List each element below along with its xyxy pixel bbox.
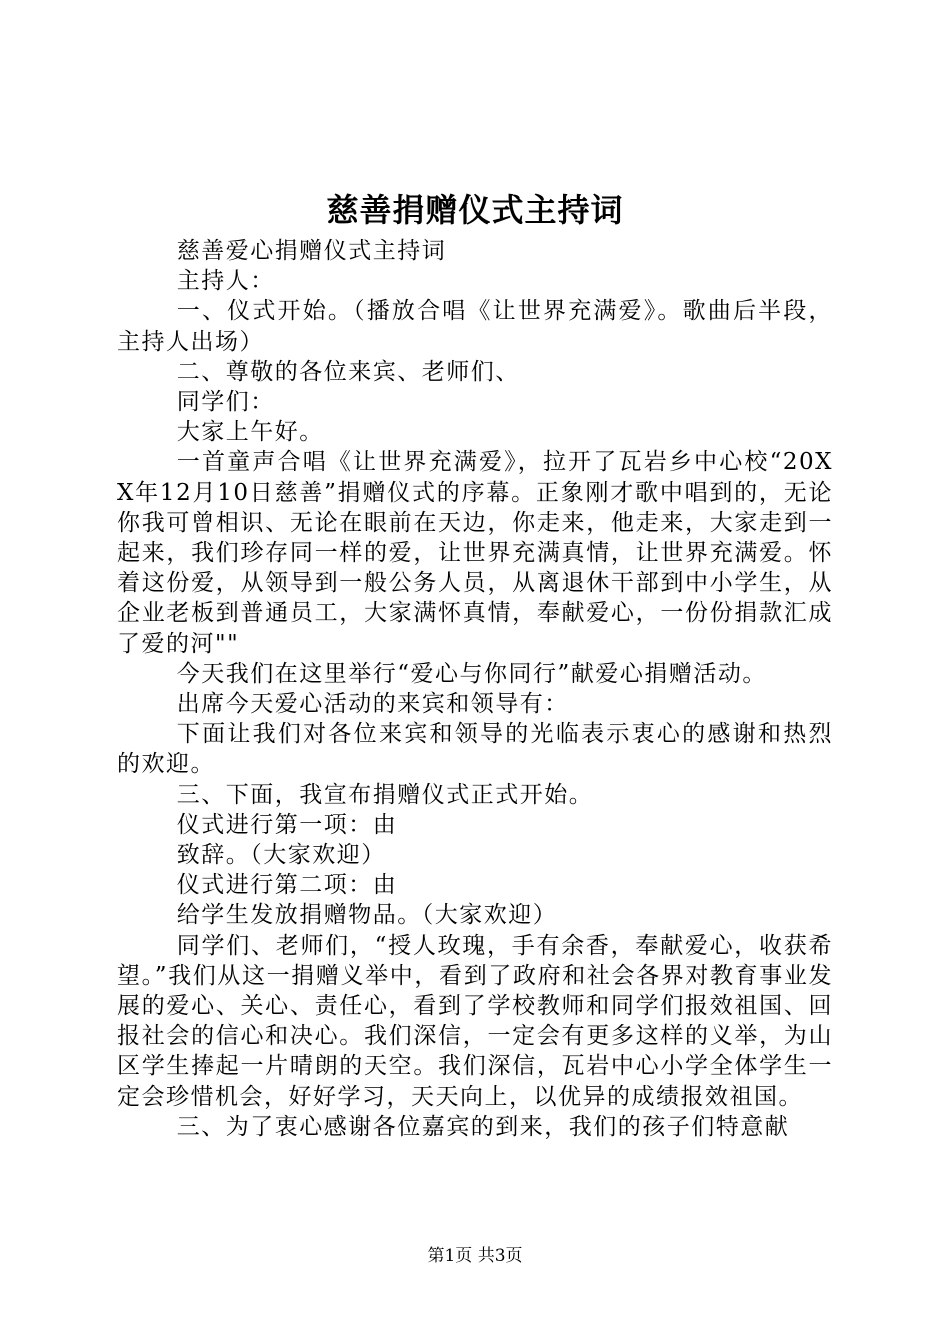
document-title: 慈善捐赠仪式主持词 xyxy=(326,191,624,229)
paragraph: 二、尊敬的各位来宾、老师们、 xyxy=(176,358,520,385)
paragraph: 一首童声合唱《让世界充满爱》，拉开了瓦岩乡中心校“20XX年12月10日慈善”捐赠仪式的序幕。正象刚才歌中唱到的，无论你我可曾相识、无论在眼前在天边，你走来，他走来，大家走到一起来，我们珍存同一样的爱，让世界充满真情，让世界充满爱。怀着这份爱，从领导到一般公务人员，从离退休干部到中小学生，从企业老板到普通员工，大家满怀真情，奉献爱心，一份份捐款汇成了爱的河"" xyxy=(117,449,833,657)
paragraph: 下面让我们对各位来宾和领导的光临表示衷心的感谢和热烈的欢迎。 xyxy=(117,721,833,778)
paragraph: 三、下面，我宣布捐赠仪式正式开始。 xyxy=(176,781,594,808)
paragraph: 出席今天爱心活动的来宾和领导有： xyxy=(176,691,569,718)
paragraph: 今天我们在这里举行“爱心与你同行”献爱心捐赠活动。 xyxy=(176,660,767,687)
paragraph: 一、仪式开始。（播放合唱《让世界充满爱》。歌曲后半段，主持人出场） xyxy=(117,298,833,355)
paragraph: 同学们： xyxy=(176,389,275,416)
paragraph: 致辞。（大家欢迎） xyxy=(176,842,386,869)
document-body xyxy=(117,236,833,1142)
page-number-footer: 第1页 共3页 xyxy=(427,1246,523,1266)
paragraph: 仪式进行第一项：由 xyxy=(176,811,398,838)
paragraph: 给学生发放捐赠物品。（大家欢迎） xyxy=(176,902,558,929)
paragraph: 同学们、老师们，“授人玫瑰，手有余香，奉献爱心，收获希望。”我们从这一捐赠义举中，看到了政府和社会各界对教育事业发展的爱心、关心、责任心，看到了学校教师和同学们报效祖国、回报社会的信心和决心。我们深信，一定会有更多这样的义举，为山区学生捧起一片晴朗的天空。我们深信，瓦岩中心小学全体学生一定会珍惜机会，好好学习，天天向上，以优异的成绩报效祖国。 xyxy=(117,932,833,1110)
paragraph: 三、为了衷心感谢各位嘉宾的到来，我们的孩子们特意献 xyxy=(176,1113,790,1140)
paragraph: 慈善爱心捐赠仪式主持词 xyxy=(176,238,447,264)
paragraph: 仪式进行第二项：由 xyxy=(176,872,398,899)
paragraph: 主持人： xyxy=(176,268,275,295)
paragraph: 大家上午好。 xyxy=(176,419,324,446)
